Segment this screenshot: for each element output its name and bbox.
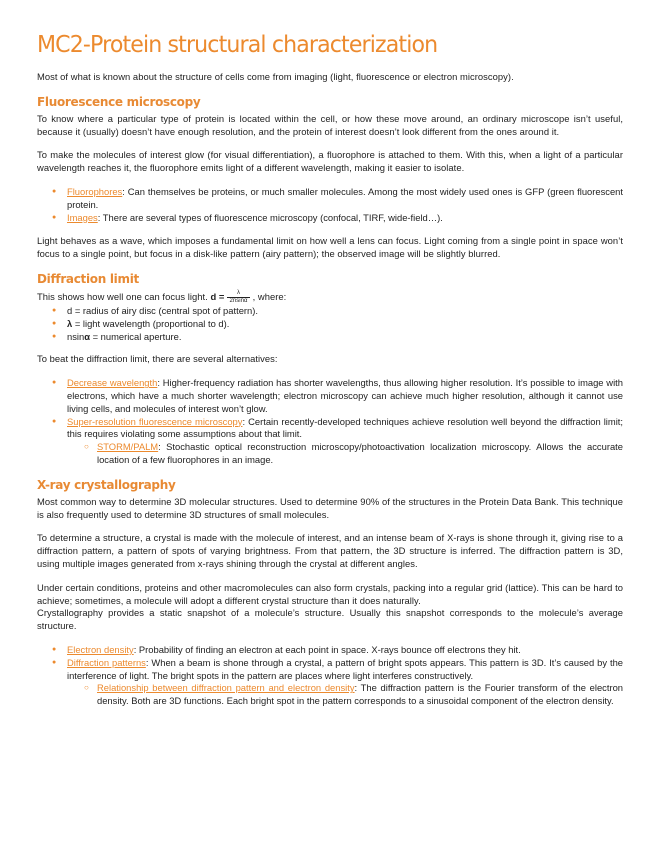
variables-list: [37, 305, 623, 343]
relationship-link[interactable]: Relationship between diffraction pattern and electron density: [97, 682, 355, 694]
list-item: ● λ = light wavelength (proportional to d).: [67, 318, 623, 331]
document-page: [37, 28, 623, 719]
fluorescence-p3: Light behaves as a wave, which imposes a fundamental limit on how well a lens can focus. Light coming from a single point in space won’t focus to a single point, but focus in a disk-like pattern (airy pattern); the observed image will be slightly blurred.: [37, 235, 623, 260]
xray-list: [37, 644, 623, 708]
list-item: ● Super-resolution fluorescence microscopy: Certain recently-developed techniques achieve resolution well beyond the diffraction limit; this requires violating some assumptions about that limit. ○ STORM/PALM: Stochastic optical reconstruction microscopy/photoactivation localization microscopy. Allows the accurate location of a few fluorophores in an image.: [67, 416, 623, 467]
list-item: ○ STORM/PALM: Stochastic optical reconstruction microscopy/photoactivation localization microscopy. Allows the accurate location of a few fluorophores in an image.: [97, 441, 623, 467]
fluorophores-link[interactable]: Fluorophores: [67, 185, 123, 197]
formula-line: This shows how well one can focus light. d = $\frac{\lambda}{2nsin\alpha}$ , where:: [37, 289, 287, 304]
list-item: ○ Relationship between diffraction pattern and electron density: The diffraction pattern is the Fourier transform of the electron density. Both are 3D functions. Each bright spot in the pattern corresponds to a sinusoidal component of the electron density.: [97, 682, 623, 708]
diffraction-patterns-link[interactable]: Diffraction patterns: [67, 656, 146, 668]
list-item: ● Images: There are several types of fluorescence microscopy (confocal, TIRF, wide-field…).: [67, 212, 623, 225]
xray-p1: Most common way to determine 3D molecular structures. Used to determine 90% of the structures in the Protein Data Bank. This technique is also frequently used to determine 3D structures of small molecules.: [37, 495, 623, 520]
beat-limit-paragraph: To beat the diffraction limit, there are several alternatives:: [37, 353, 278, 365]
list-item: ● Decrease wavelength: Higher-frequency radiation has shorter wavelengths, thus allowing higher resolution. It’s possible to image with electrons, which have a much shorter wavelength; electron microscopy can achieve much higher resolution, although it cannot use living cells, and molecules of interest won’t glow.: [67, 377, 623, 415]
electron-density-link[interactable]: Electron density: [67, 643, 134, 655]
list-item: ● Electron density: Probability of finding an electron at each point in space. X-rays bounce off electrons they hit.: [67, 644, 623, 657]
list-item: ● nsinα = numerical aperture.: [67, 331, 623, 344]
sub-list: [67, 682, 623, 708]
super-resolution-link[interactable]: Super-resolution fluorescence microscopy: [67, 415, 243, 427]
list-item: ● d = radius of airy disc (central spot of pattern).: [67, 305, 623, 318]
alternatives-list: [37, 377, 623, 467]
fluorescence-list: [37, 186, 623, 224]
heading-fluorescence: Fluorescence microscopy: [37, 94, 201, 109]
heading-xray: X-ray crystallography: [37, 477, 176, 492]
list-item: ● Fluorophores: Can themselves be proteins, or much smaller molecules. Among the most widely used ones is GFP (green fluorescent protein.: [67, 186, 623, 212]
images-link[interactable]: Images: [67, 211, 98, 223]
fluorescence-p2: To make the molecules of interest glow (for visual differentiation), a fluorophore is attached to them. With this, when a light of a particular wavelength reaches it, the fluorophore emits light of a different wavelength, making it easier to isolate.: [37, 149, 623, 174]
decrease-wavelength-link[interactable]: Decrease wavelength: [67, 377, 158, 389]
page-title: MC2-Protein structural characterization: [37, 32, 438, 58]
fluorescence-p1: To know where a particular type of protein is located within the cell, or how these move around, an ordinary microscope isn’t useful, because it (usually) doesn’t have enough resolution, and the protein of interest doesn’t look different from the ones around it.: [37, 112, 623, 137]
xray-p2: To determine a structure, a crystal is made with the molecule of interest, and an intense beam of X-rays is shone through it, giving rise to a diffraction pattern, a pattern of spots of varying brightness. From that pattern, the 3D structure is inferred. The diffraction pattern is 3D, using multiple images generated from x-rays shining through the crystal at different angles.: [37, 532, 623, 569]
heading-diffraction: Diffraction limit: [37, 271, 139, 286]
formula-fraction: $\frac{\lambda}{2nsin\alpha}$: [229, 289, 248, 304]
sub-list: [67, 441, 623, 467]
xray-p4: Crystallography provides a static snapshot of a molecule’s structure. Usually this snapshot corresponds to the molecule’s average structure.: [37, 607, 623, 632]
intro-paragraph: Most of what is known about the structure of cells come from imaging (light, fluorescence or electron microscopy).: [37, 71, 514, 82]
storm-palm-link[interactable]: STORM/PALM: [97, 441, 159, 453]
xray-p3: Under certain conditions, proteins and other macromolecules can also form crystals, packing into a regular grid (lattice). This can be hard to achieve; sometimes, a molecule will adopt a different crystal structure than it does naturally.: [37, 581, 623, 606]
list-item: ● Diffraction patterns: When a beam is shone through a crystal, a pattern of bright spots appears. This pattern is 3D. It’s caused by the interference of light. The bright spots in the pattern are places where light interferes constructively. ○ Relationship between diffraction pattern and electron density: The diffraction pattern is the Fourier transform of the electron density. Both are 3D functions. Each bright spot in the pattern corresponds to a sinusoidal component of the electron density.: [67, 657, 623, 708]
